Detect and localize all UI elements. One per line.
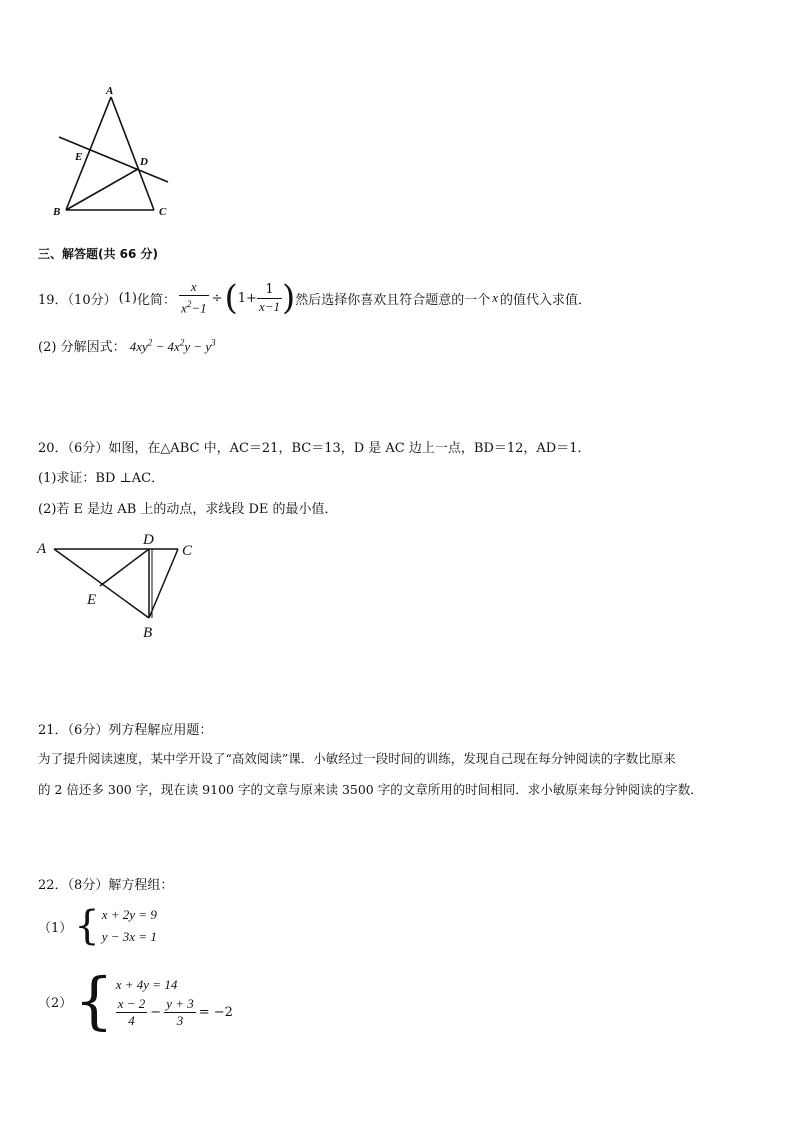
label-b: B <box>143 625 153 641</box>
label-e: E <box>87 592 97 608</box>
q19-number: 19．（10分） <box>38 292 117 308</box>
q22-title: 22．（8分）解方程组： <box>38 878 174 893</box>
q22-s2-minus: − <box>150 1004 162 1020</box>
q19-part2 <box>38 336 216 355</box>
q19-fraction-inner <box>257 282 282 315</box>
label-d: D <box>143 532 154 548</box>
q19-instruction-a: 然后选择你喜欢且符合题意的一个 <box>295 292 491 308</box>
q22-s2-marker: （2） <box>38 995 73 1011</box>
figure-triangle-adcb <box>34 528 214 646</box>
q20-line2: (1)求证：BD ⊥AC． <box>38 471 165 486</box>
q22-s2-rhs: = −2 <box>198 1004 233 1020</box>
label-e: E <box>75 151 83 163</box>
figure-triangle-abc <box>40 80 180 225</box>
q19-one-plus: 1+ <box>237 290 257 306</box>
q19-factor-expression: $4xy^2 - 4x^2y - y^3$ <box>129 337 216 354</box>
q21-line1: 21．（6分）列方程解应用题： <box>38 723 213 738</box>
q19-inner-den: x−1 <box>258 298 280 314</box>
segment-ab <box>66 97 111 210</box>
q22-s1-marker: （1） <box>38 920 73 936</box>
q19-part1: 19．（10分） (1) 化简： $\frac{x}{x^2-1}$ ÷ ( 1+ $\frac{1}{x-1}$ ) 然后选择你喜欢且符合题意的一个 x 的值代入求值． <box>38 278 592 318</box>
label-d: D <box>140 156 148 168</box>
q19-instruction-b: 的值代入求值． <box>500 292 592 308</box>
q21-line2: 为了提升阅读速度，某中学开设了“高效阅读”课．小敏经过一段时间的训练，发现自己现在每分钟阅读的字数比原来 <box>38 751 676 766</box>
label-a: A <box>106 85 114 97</box>
q19-frac-den: $x^2-1$ <box>181 299 207 316</box>
label-a: A <box>37 541 47 557</box>
q22-s2-frac1: $\frac{x - 2}{4}$ <box>117 995 146 1028</box>
segment-ac <box>111 97 154 210</box>
q19-variable: x <box>492 290 499 305</box>
section-title: 三、解答题(共 66 分) <box>38 247 159 261</box>
q20-line1: 20．（6分）如图，在△ABC 中，AC＝21，BC＝13，D 是 AC 边上一点，BD＝12，AD＝1． <box>38 441 591 456</box>
q22-system2: （2） { x + 4y = 14 $\frac{x - 2}{4}$ − $\frac{y + 3}{3}$ = −2 <box>38 964 233 1037</box>
q19-fraction-main <box>179 279 209 316</box>
q20-line3: (2)若 E 是边 AB 上的动点，求线段 DE 的最小值． <box>38 502 338 517</box>
q19-part2-marker: (2) <box>38 340 57 355</box>
q19-inner-num: 1 <box>257 282 282 299</box>
q19-part2-label: 分解因式： <box>60 340 126 355</box>
q19-part1-label: 化简： <box>137 292 177 308</box>
q22-system1: （1） { x + 2y = 9 y − 3x = 1 <box>38 903 157 949</box>
q22-s1-eq1: x + 2y = 9 <box>101 907 157 922</box>
q22-s1-eq2: y − 3x = 1 <box>101 929 157 944</box>
segment-cb <box>149 549 178 618</box>
label-b: B <box>53 206 61 218</box>
label-c: C <box>182 543 193 559</box>
q19-divide-sign: ÷ <box>211 290 223 306</box>
q19-part1-marker: (1) <box>118 290 138 306</box>
q22-s2-frac2: $\frac{y + 3}{3}$ <box>166 995 194 1028</box>
segment-de <box>100 549 149 586</box>
q19-frac-num: x <box>179 279 209 296</box>
segment-bd <box>66 169 138 210</box>
q22-s2-eq1: x + 4y = 14 <box>115 976 178 992</box>
label-c: C <box>159 206 167 218</box>
q21-line3: 的 2 倍还多 300 字，现在读 9100 字的文章与原来读 3500 字的文章所用的时间相同．求小敏原来每分钟阅读的字数． <box>38 782 703 797</box>
